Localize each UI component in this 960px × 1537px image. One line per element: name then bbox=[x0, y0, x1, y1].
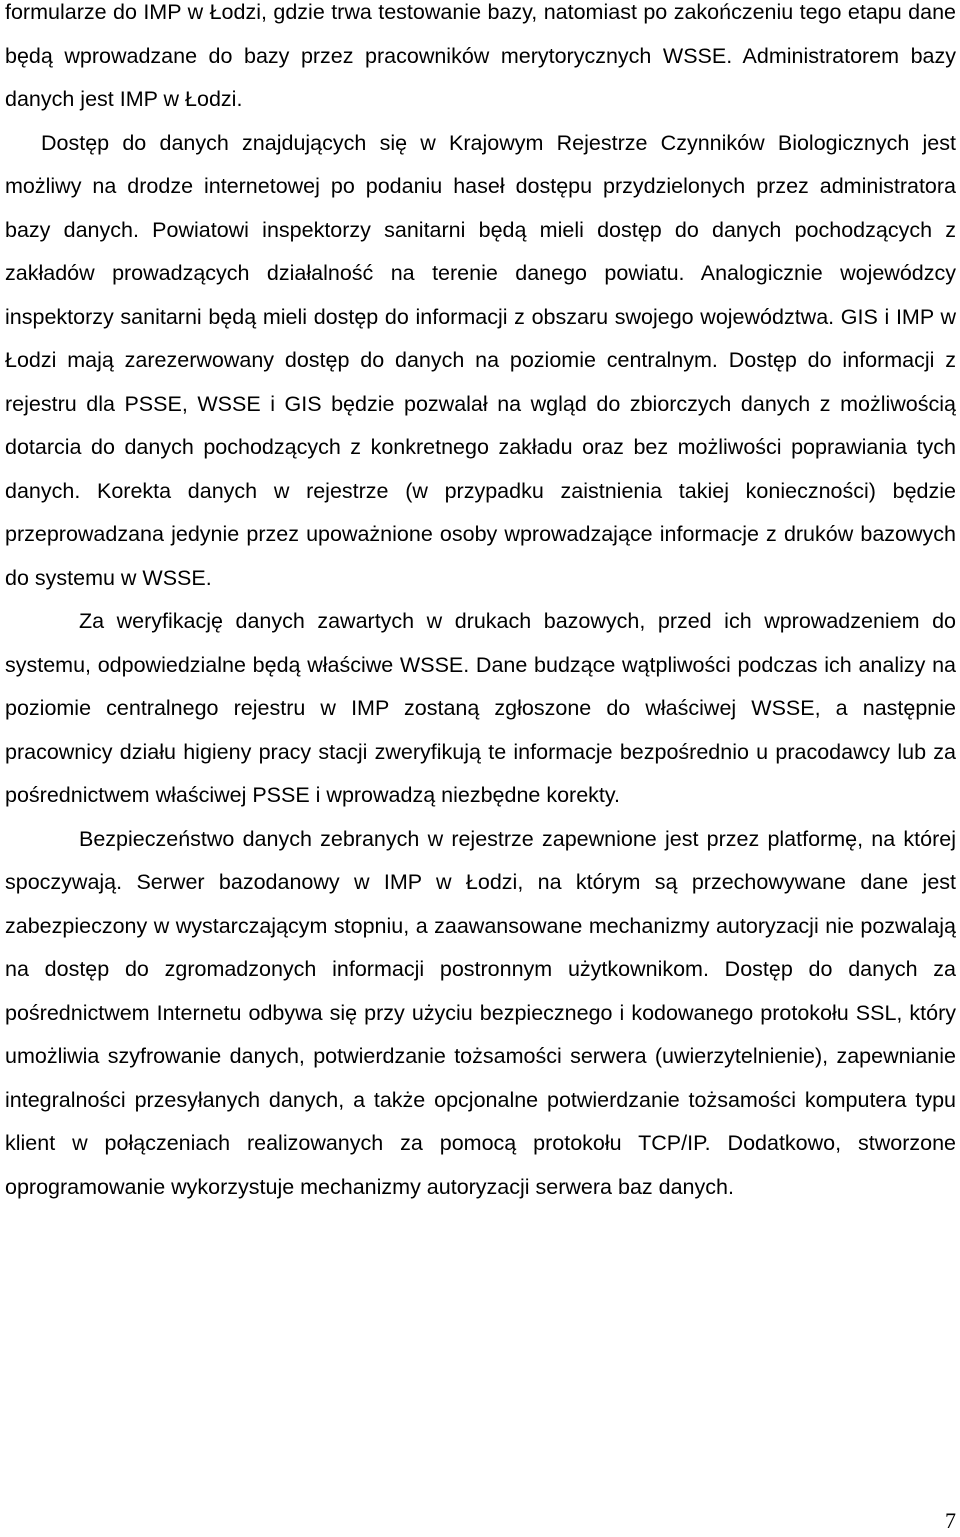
paragraph-data-access: Dostęp do danych znajdujących się w Krajowym Rejestrze Czynników Biologicznych jest możliwy na drodze internetowej po podaniu haseł dostępu przydzielonych przez administratora bazy danych. Powiatowi inspektorzy sanitarni będą mieli dostęp do danych pochodzących z zakładów prowadzących działalność na terenie danego powiatu. Analogicznie wojewódzcy inspektorzy sanitarni będą mieli dostęp do informacji z obszaru swojego województwa. GIS i IMP w Łodzi mają zarezerwowany dostęp do danych na poziomie centralnym. Dostęp do informacji z rejestru dla PSSE, WSSE i GIS będzie pozwalał na wgląd do zbiorczych danych z możliwością dotarcia do danych pochodzących z konkretnego zakładu oraz bez możliwości poprawiania tych danych. Korekta danych w rejestrze (w przypadku zaistnienia takiej konieczności) będzie przeprowadzana jedynie przez upoważnione osoby wprowadzające informacje z druków bazowych do systemu w WSSE. bbox=[5, 130, 956, 590]
paragraph-continuation: formularze do IMP w Łodzi, gdzie trwa testowanie bazy, natomiast po zakończeniu tego etapu dane będą wprowadzane do bazy przez pracowników merytorycznych WSSE. Administratorem bazy danych jest IMP w Łodzi. bbox=[5, 0, 956, 111]
paragraph-data-verification: Za weryfikację danych zawartych w drukach bazowych, przed ich wprowadzeniem do systemu, odpowiedzialne będą właściwe WSSE. Dane budzące wątpliwości podczas ich analizy na poziomie centralnego rejestru w IMP zostaną zgłoszone do właściwej WSSE, a następnie pracownicy działu higieny pracy stacji zweryfikują te informacje bezpośrednio u pracodawcy lub za pośrednictwem właściwej PSSE i wprowadzą niezbędne korekty. bbox=[5, 609, 956, 807]
page-number: 7 bbox=[945, 1508, 956, 1533]
paragraph-data-security: Bezpieczeństwo danych zebranych w rejestrze zapewnione jest przez platformę, na której spoczywają. Serwer bazodanowy w IMP w Łodzi, na którym są przechowywane dane jest zabezpieczony w wystarczającym stopniu, a zaawansowane mechanizmy autoryzacji nie pozwalają na dostęp do zgromadzonych informacji postronnym użytkownikom. Dostęp do danych za pośrednictwem Internetu odbywa się przy użyciu bezpiecznego i kodowanego protokołu SSL, który umożliwia szyfrowanie danych, potwierdzanie tożsamości serwera (uwierzytelnienie), zapewnianie integralności przesyłanych danych, a także opcjonalne potwierdzanie tożsamości komputera typu klient w połączeniach realizowanych za pomocą protokołu TCP/IP. Dodatkowo, stworzone oprogramowanie wykorzystuje mechanizmy autoryzacji serwera baz danych. bbox=[5, 826, 956, 1199]
document-page bbox=[5, 0, 956, 1209]
